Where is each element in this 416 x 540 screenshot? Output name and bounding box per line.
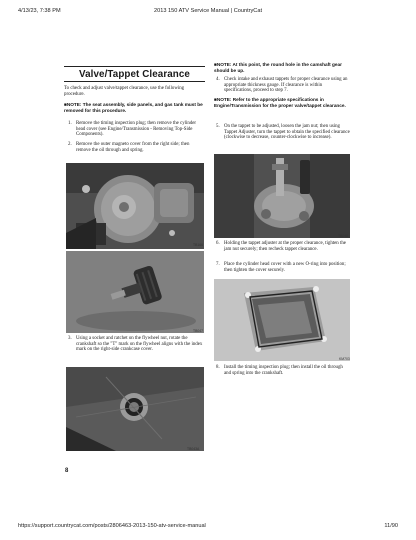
caption-fig2: TB047 bbox=[193, 329, 203, 333]
page-number: 8 bbox=[65, 468, 69, 474]
step-number: 8. bbox=[216, 365, 220, 370]
step-text: Using a socket and ratchet on the flywheel nut, rotate the crankshaft so the "T" mark on the flywheel aligns with the index mark on the right-side crankcase cover. bbox=[76, 336, 203, 353]
step-number: 7. bbox=[216, 262, 220, 267]
print-datetime: 4/13/23, 7:38 PM bbox=[18, 8, 61, 14]
section-title: Valve/Tappet Clearance bbox=[79, 68, 190, 80]
photo-flywheel-mark bbox=[66, 367, 204, 451]
print-page-count: 11/90 bbox=[384, 523, 398, 529]
note-specifications: ■NOTE: Refer to the appropriate specifications in Engine/Transmission for the proper valve/tappet clearance. bbox=[214, 97, 346, 108]
step-1 bbox=[68, 121, 205, 138]
caption-fig3: TB043A bbox=[187, 447, 200, 451]
step-text: Holding the tappet adjuster at the proper clearance, tighten the jam nut securely; then recheck tappet clearance. bbox=[224, 241, 346, 252]
step-text: Install the timing inspection plug; then install the oil through and spring into the crankshaft. bbox=[224, 365, 343, 376]
step-4 bbox=[216, 77, 350, 94]
step-text: Check intake and exhaust tappets for proper clearance using an appropriate thickness gauge. If clearance is within specifications, proceed to step 7. bbox=[224, 77, 348, 94]
step-8 bbox=[216, 365, 350, 376]
step-number: 4. bbox=[216, 77, 220, 82]
step-text: On the tappet to be adjusted, loosen the jam nut; then using Tappet Adjuster, turn the tappet to obtain the specified clearance (clockwise to decrease, counter-clockwise to increase). bbox=[224, 124, 350, 141]
step-number: 3. bbox=[68, 336, 72, 341]
intro-text: To check and adjust valve/tappet clearance, use the following procedure. bbox=[64, 86, 185, 97]
step-number: 1. bbox=[68, 121, 72, 126]
section-title-box bbox=[64, 66, 205, 82]
step-text: Place the cylinder head cover with a new O-ring into position; then tighten the cover securely. bbox=[224, 262, 346, 273]
note-camshaft-hole: ■NOTE: At this point, the round hole in the camshaft gear should be up. bbox=[214, 62, 342, 73]
caption-fig1: TB166 bbox=[193, 243, 203, 247]
step-number: 6. bbox=[216, 241, 220, 246]
step-number: 5. bbox=[216, 124, 220, 129]
print-url: https://support.countrycat.com/posts/2806463-2013-150-atv-service-manual bbox=[18, 523, 206, 529]
step-text: Remove the outer magneto cover from the right side; then remove the oil through and spring. bbox=[76, 142, 190, 153]
step-3 bbox=[68, 336, 205, 353]
photo-tappet-adjust bbox=[214, 154, 350, 238]
photo-tappet-tool bbox=[66, 251, 204, 333]
caption-fig5: KM703 bbox=[339, 357, 350, 361]
caption-fig4: TB048 bbox=[338, 234, 348, 238]
note-seat-assembly: ■NOTE: The seat assembly, side panels, and gas tank must be removed for this procedure. bbox=[64, 102, 203, 113]
photo-head-cover bbox=[214, 279, 350, 361]
step-6 bbox=[216, 241, 350, 252]
step-2 bbox=[68, 142, 205, 153]
step-5 bbox=[216, 124, 350, 141]
step-text: Remove the timing inspection plug; then remove the cylinder head cover (see Engine/Transmission - Removing Top-Side Components). bbox=[76, 121, 197, 138]
photo-engine-cover bbox=[66, 163, 204, 249]
step-number: 2. bbox=[68, 142, 72, 147]
step-7 bbox=[216, 262, 350, 273]
print-page-title: 2013 150 ATV Service Manual | CountryCat bbox=[154, 8, 262, 14]
